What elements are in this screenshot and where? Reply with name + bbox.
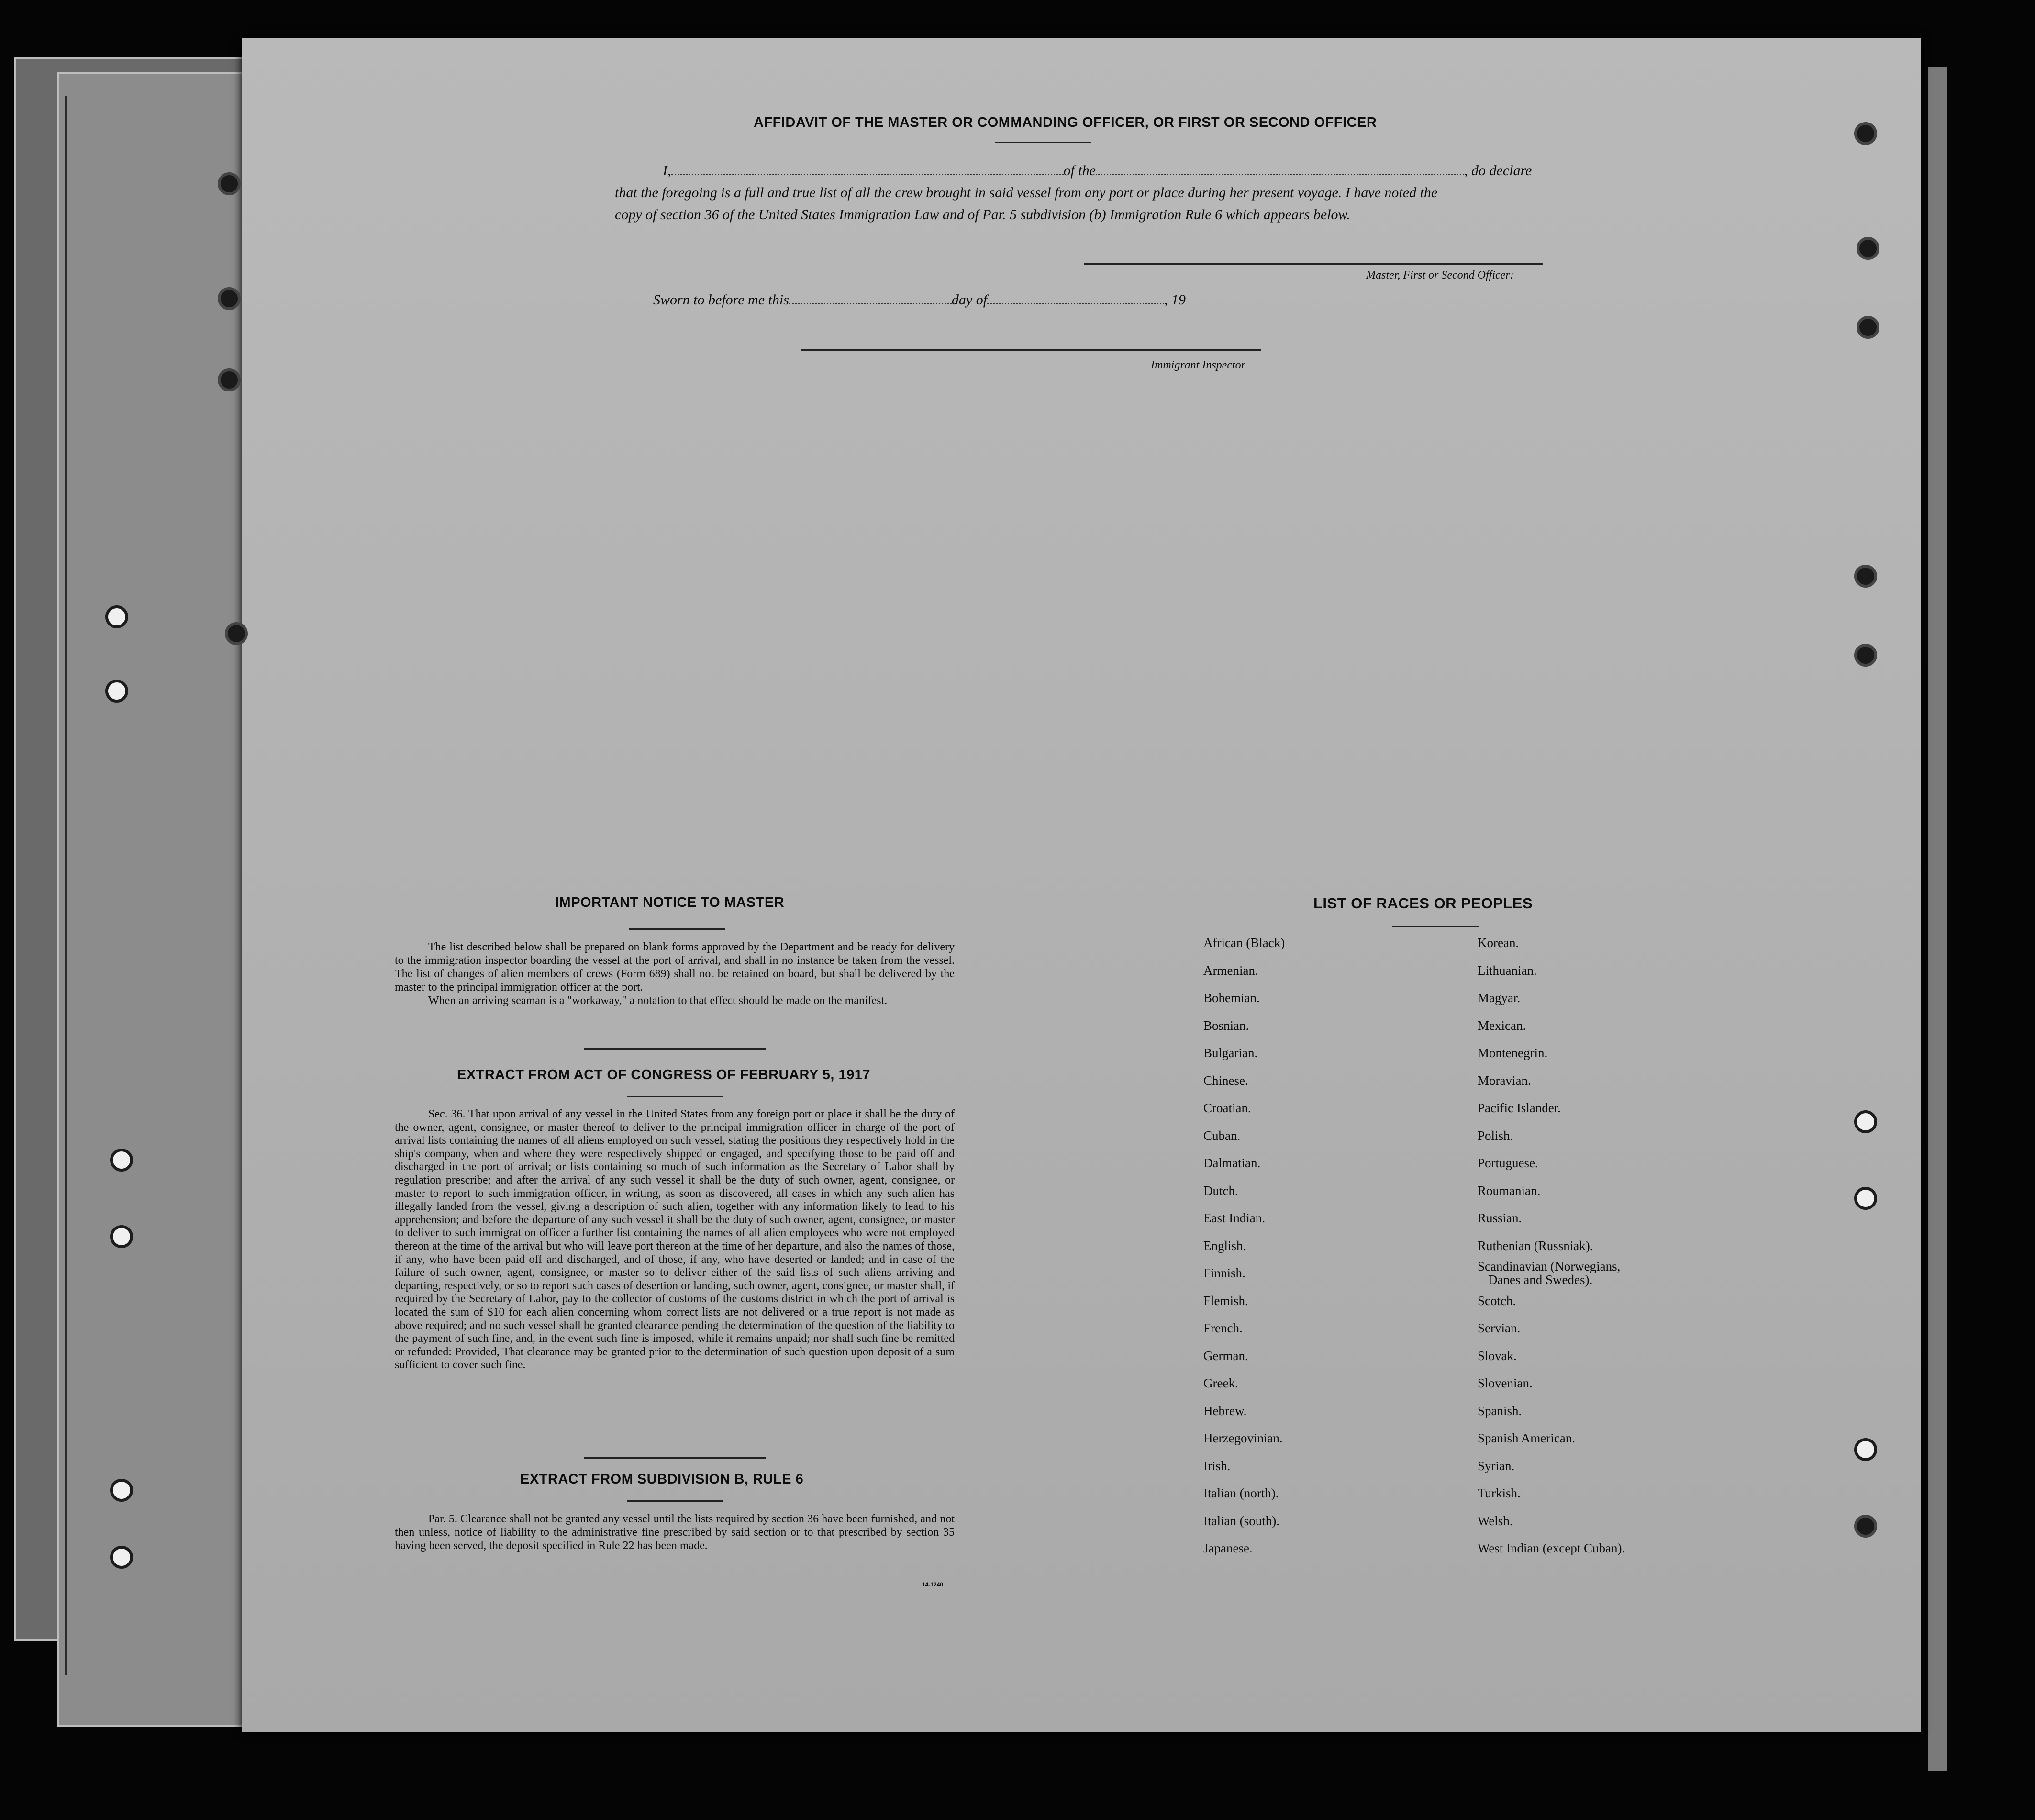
binder-hole bbox=[110, 1479, 133, 1502]
race-item: Slovenian. bbox=[1478, 1376, 1533, 1390]
declarant-name-field[interactable] bbox=[671, 174, 1064, 175]
race-item: French. bbox=[1203, 1321, 1243, 1335]
binder-hole bbox=[218, 172, 241, 195]
affidavit-line3: copy of section 36 of the United States Immigration Law and of Par. 5 subdivision (b) Immigration Rule 6 which appears below. bbox=[615, 207, 1350, 223]
section-36-text: Sec. 36. That upon arrival of any vessel in the United States from any foreign port or place it shall be the duty of the owner, agent, consignee, or master thereof to deliver to the principal immigration officer in charge of the port of arrival lists containing the names of all aliens employed on such vessel, stating the positions they respectively hold in the ship's company, when and where they were respectively shipped or engaged, and specifying those to be paid off and discharged in the port of arrival; or lists containing so much of such information as the Secretary of Labor shall by regulation prescribe; and after the arrival of any such vessel it shall be the duty of such owner, agent, consignee, or master to report to such immigration officer, in writing, as soon as discovered, all cases in which any such alien has illegally landed from the vessel, giving a description of such alien, together with any information likely to lead to his apprehension; and before the departure of any such vessel it shall be the duty of such owner, agent, consignee, or master to deliver to such immigration officer a further list containing the names of all alien employees who were not employed thereon at the time of the arrival but who will leave port thereon at the time of her departure, and also the names of those, if any, who have been paid off and discharged, and of those, if any, who have deserted or landed; and in case of the failure of such owner, agent, consignee, or master so to deliver either of the said lists of such aliens arriving and departing, respectively, or so to report such cases of desertion or landing, such owner, agent, consignee, or master shall, if required by the Secretary of Labor, pay to the collector of customs of the customs district in which the port of arrival is located the sum of $10 for each alien concerning whom correct lists are not delivered or a true report is not made as above required; and no such vessel shall be granted clearance pending the determination of the question of the liability to the payment of such fine, and, in the event such fine is imposed, while it remains unpaid; nor shall such fine be remitted or refunded: Provided, That clearance may be granted prior to the determination of such question upon deposit of a sum sufficient to cover such fine. bbox=[395, 1108, 955, 1372]
race-item: Spanish. bbox=[1478, 1403, 1522, 1418]
race-item: Magyar. bbox=[1478, 991, 1521, 1005]
race-item: Montenegrin. bbox=[1478, 1046, 1548, 1060]
notice-title-rule bbox=[629, 928, 725, 930]
race-item: Turkish. bbox=[1478, 1486, 1521, 1500]
officer-signature-label: Master, First or Second Officer: bbox=[1366, 269, 1514, 281]
act-extract-body bbox=[395, 1108, 955, 1372]
act-extract-title: EXTRACT FROM ACT OF CONGRESS OF FEBRUARY 5, 1917 bbox=[457, 1067, 871, 1083]
form-number: 14-1240 bbox=[922, 1581, 944, 1588]
race-item: Dutch. bbox=[1203, 1183, 1238, 1198]
binder-hole bbox=[110, 1546, 133, 1569]
rule6-extract-title: EXTRACT FROM SUBDIVISION B, RULE 6 bbox=[520, 1472, 804, 1487]
race-item: Bulgarian. bbox=[1203, 1046, 1258, 1060]
year-label: , 19 bbox=[1164, 292, 1186, 308]
race-item: Scotch. bbox=[1478, 1293, 1516, 1308]
race-item: Roumanian. bbox=[1478, 1183, 1541, 1198]
race-item: Flemish. bbox=[1203, 1293, 1248, 1308]
binder-hole bbox=[218, 368, 241, 391]
right-edge-strip bbox=[1928, 67, 1947, 1771]
race-item: Bosnian. bbox=[1203, 1018, 1249, 1033]
act-extract-rule bbox=[627, 1096, 723, 1097]
binder-hole bbox=[1854, 1110, 1877, 1133]
race-item: Welsh. bbox=[1478, 1513, 1513, 1528]
sworn-month-field[interactable] bbox=[987, 303, 1164, 304]
race-item: Hebrew. bbox=[1203, 1403, 1247, 1418]
race-item: Moravian. bbox=[1478, 1073, 1531, 1088]
rule6-extract-body bbox=[395, 1512, 955, 1552]
binder-hole bbox=[218, 287, 241, 310]
race-item: Scandinavian (Norwegians, bbox=[1478, 1259, 1621, 1273]
binder-hole bbox=[1857, 237, 1879, 260]
affidavit-declare-label: , do declare bbox=[1464, 163, 1532, 179]
act-extract-divider bbox=[584, 1457, 766, 1459]
binder-hole bbox=[110, 1149, 133, 1172]
race-item: Armenian. bbox=[1203, 963, 1258, 978]
race-item: Finnish. bbox=[1203, 1266, 1245, 1280]
race-item: Italian (north). bbox=[1203, 1486, 1279, 1500]
affidavit-line1 bbox=[663, 163, 1532, 179]
officer-signature-line[interactable] bbox=[1084, 263, 1543, 265]
race-item: Portuguese. bbox=[1478, 1156, 1538, 1170]
binder-hole bbox=[1854, 565, 1877, 588]
binder-hole bbox=[225, 622, 248, 645]
races-title-rule bbox=[1392, 926, 1479, 927]
binder-hole bbox=[110, 1225, 133, 1248]
race-item: African (Black) bbox=[1203, 936, 1285, 950]
race-item: Slovak. bbox=[1478, 1348, 1517, 1363]
race-item: Ruthenian (Russniak). bbox=[1478, 1238, 1593, 1253]
race-item: Bohemian. bbox=[1203, 991, 1260, 1005]
race-item: Spanish American. bbox=[1478, 1431, 1575, 1445]
notice-paragraph-2: When an arriving seaman is a "workaway," a notation to that effect should be made on the manifest. bbox=[428, 994, 888, 1007]
binder-hole bbox=[1854, 1438, 1877, 1461]
sworn-day-field[interactable] bbox=[789, 303, 952, 304]
notice-body bbox=[395, 940, 955, 1007]
sheet-edge-line bbox=[65, 96, 67, 1675]
affidavit-title: AFFIDAVIT OF THE MASTER OR COMMANDING OFFICER, OR FIRST OR SECOND OFFICER bbox=[754, 115, 1377, 130]
race-item: Japanese. bbox=[1203, 1541, 1253, 1555]
race-item: Russian. bbox=[1478, 1211, 1522, 1225]
race-item: Servian. bbox=[1478, 1321, 1521, 1335]
notice-title: IMPORTANT NOTICE TO MASTER bbox=[555, 895, 785, 910]
binder-hole bbox=[1854, 122, 1877, 145]
binder-hole bbox=[1854, 1515, 1877, 1538]
rule6-extract-rule bbox=[627, 1500, 723, 1502]
binder-hole bbox=[1857, 316, 1879, 339]
affidavit-i-label: I, bbox=[663, 163, 671, 179]
races-title: LIST OF RACES OR PEOPLES bbox=[1313, 895, 1533, 912]
day-of-label: day of bbox=[951, 292, 988, 308]
binder-hole bbox=[105, 680, 128, 703]
race-item: Dalmatian. bbox=[1203, 1156, 1261, 1170]
race-item: Italian (south). bbox=[1203, 1513, 1279, 1528]
race-item: Croatian. bbox=[1203, 1101, 1251, 1115]
race-item: Lithuanian. bbox=[1478, 963, 1537, 978]
race-item: English. bbox=[1203, 1238, 1246, 1253]
race-item: Danes and Swedes). bbox=[1488, 1273, 1593, 1287]
par-5-text: Par. 5. Clearance shall not be granted any vessel until the lists required by section 36 have been furnished, and not then unless, notice of liability to the administrative fine prescribed by said section or to that prescribed by section 35 having been served, the deposit specified in Rule 22 has been made. bbox=[395, 1513, 955, 1552]
race-item: Pacific Islander. bbox=[1478, 1101, 1561, 1115]
race-item: Korean. bbox=[1478, 936, 1519, 950]
race-item: Chinese. bbox=[1203, 1073, 1248, 1088]
inspector-signature-line[interactable] bbox=[801, 349, 1261, 351]
sworn-line bbox=[653, 292, 1186, 308]
race-item: Herzegovinian. bbox=[1203, 1431, 1283, 1445]
affidavit-line2: that the foregoing is a full and true list of all the crew brought in said vessel from any port or place during her present voyage. I have noted the bbox=[615, 185, 1438, 201]
affidavit-title-rule bbox=[995, 142, 1091, 143]
race-item: Polish. bbox=[1478, 1128, 1513, 1143]
race-item: Greek. bbox=[1203, 1376, 1238, 1390]
race-item: Syrian. bbox=[1478, 1458, 1515, 1473]
vessel-name-field[interactable] bbox=[1096, 174, 1464, 175]
form-page bbox=[242, 38, 1921, 1732]
race-item: West Indian (except Cuban). bbox=[1478, 1541, 1625, 1555]
notice-paragraph-1: The list described below shall be prepared on blank forms approved by the Department and be ready for delivery to the immigration inspector boarding the vessel at the port of arrival, and shall in no instance be taken from the vessel. The list of changes of alien members of crews (Form 689) shall not be retained on board, but shall be delivered by the master to the principal immigration officer at the port. bbox=[395, 941, 955, 994]
binder-hole bbox=[1854, 1187, 1877, 1210]
affidavit-of-label: of the bbox=[1063, 163, 1096, 179]
binder-hole bbox=[1854, 644, 1877, 667]
inspector-signature-label: Immigrant Inspector bbox=[1151, 359, 1245, 371]
sworn-label: Sworn to before me this bbox=[653, 292, 789, 308]
race-item: Irish. bbox=[1203, 1458, 1231, 1473]
race-item: Cuban. bbox=[1203, 1128, 1241, 1143]
race-item: East Indian. bbox=[1203, 1211, 1265, 1225]
race-item: German. bbox=[1203, 1348, 1248, 1363]
notice-divider bbox=[584, 1048, 766, 1050]
binder-hole bbox=[105, 605, 128, 628]
race-item: Mexican. bbox=[1478, 1018, 1526, 1033]
